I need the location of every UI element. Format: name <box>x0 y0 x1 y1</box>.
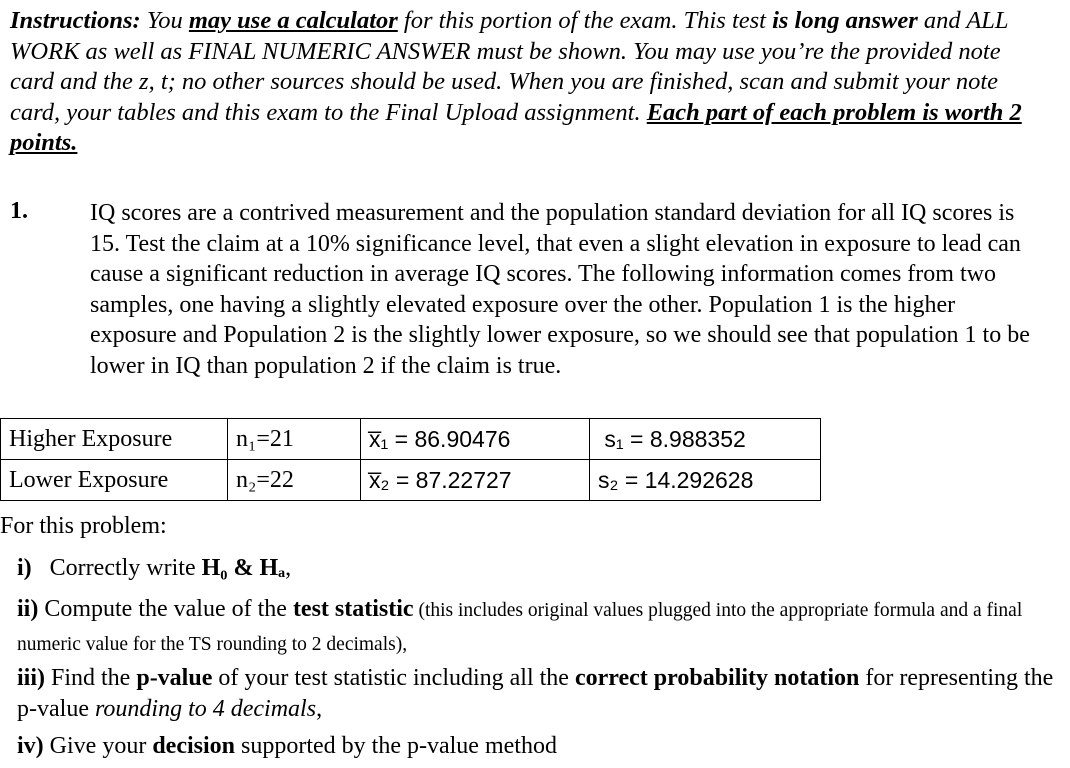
task-text: of your test statistic including all the <box>212 665 575 691</box>
task-text: supported by the p-value method <box>235 733 557 759</box>
task-iii <box>17 663 1057 725</box>
task-emphasis: test <box>292 596 329 622</box>
task-emphasis: correct probability notation <box>574 665 860 691</box>
sd-symbol: s₁ <box>604 425 624 452</box>
group-label: Lower Exposure <box>1 460 228 501</box>
task-text: , <box>316 696 323 722</box>
instructions-text: and ALL WORK as well as FINAL NUMERIC ANSWER must be shown. You may use you’re the provided note card and the z, t; no other sources should be used. When you are finished, scan and submit your note card, your tables and this exam to the Final Upload assignment. <box>10 7 1009 126</box>
instructions-text: for this portion of the exam. This test <box>397 7 773 34</box>
sample-mean <box>361 460 590 501</box>
mean-symbol: x̅₂ <box>369 466 390 493</box>
table-row <box>1 460 821 501</box>
group-label: Higher Exposure <box>1 419 228 460</box>
tasks-intro: For this problem: <box>0 513 167 539</box>
sample-sd <box>590 419 821 460</box>
task-text: Correctly write <box>49 555 202 581</box>
problem-number: 1. <box>10 198 28 224</box>
sample-mean <box>361 419 590 460</box>
task-text: Give your <box>43 733 153 759</box>
task-text: , <box>285 555 292 581</box>
points-note: Each part of each problem is worth 2 points. <box>10 98 1022 156</box>
sample-size: n₁=21 <box>228 419 361 460</box>
task-number: iii) <box>17 665 45 691</box>
problem-statement: IQ scores are a contrived measurement and the population standard deviation for all IQ scores is 15. Test the claim at a 10% significance level, that even a slight elevation in exposure to lead can cause a significant reduction in average IQ scores. The following information comes from two samples, one having a slightly elevated exposure over the other. Population 1 is the higher exposure and Population 2 is the slightly lower exposure, so we should see that population 1 to be lower in IQ than population 2 if the claim is true. <box>90 200 1030 379</box>
task-number: ii) <box>17 596 39 622</box>
task-text: Find the <box>45 665 137 691</box>
long-answer-note: is long answer <box>772 7 918 34</box>
task-text: Compute the value of the <box>38 596 293 622</box>
sample-data-table <box>0 418 821 501</box>
sd-value: = 14.292628 <box>624 466 754 493</box>
sd-value: = 8.988352 <box>630 425 746 452</box>
task-italic: rounding to 4 decimals <box>94 696 317 722</box>
task-text: for representing the p-value <box>17 665 1054 722</box>
task-emphasis: p-value <box>136 665 213 691</box>
calculator-allowed-note: may use a calculator <box>188 7 398 34</box>
mean-value: = 86.90476 <box>394 425 511 452</box>
task-number: i) <box>17 555 32 581</box>
sample-sd <box>590 460 821 501</box>
task-text: (this includes original values plugged into the appropriate formula and a final numeric value for the TS rounding to 2 decimals), <box>17 600 1023 655</box>
task-i <box>17 555 1057 582</box>
task-iv <box>17 733 1057 760</box>
task-ii <box>17 593 1057 661</box>
exam-instructions <box>10 6 1050 159</box>
hypotheses-label: H₀ & Hₐ <box>201 555 286 581</box>
task-emphasis: statistic <box>334 596 414 622</box>
table-row <box>1 419 821 460</box>
task-number: iv) <box>17 733 44 759</box>
mean-value: = 87.22727 <box>395 466 512 493</box>
instructions-text: You <box>140 7 189 34</box>
sd-symbol: s₂ <box>598 466 619 493</box>
sample-size: n₂=22 <box>228 460 361 501</box>
instructions-label: Instructions: <box>10 7 141 34</box>
task-emphasis: decision <box>152 733 236 759</box>
mean-symbol: x̅₁ <box>369 425 389 452</box>
